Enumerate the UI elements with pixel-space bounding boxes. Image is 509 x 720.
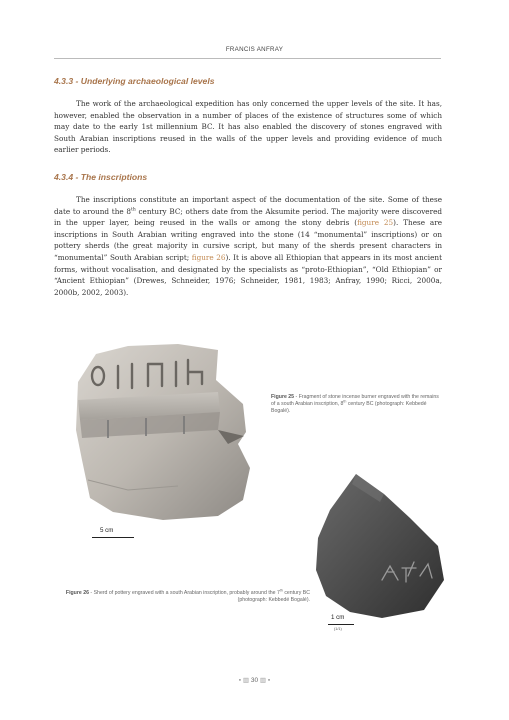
figure-25-stone-photo [68,340,253,520]
caption-text: century BC (photograph: Kebbedé Bogalé). [237,590,310,603]
figure-26-scale-bar [328,624,354,625]
para-text: ). These are inscriptions in South Arabian writing engraved into the stone (14 “monumental” inscriptions) or on pottery sherds (the great majority in cursive script, but many of the sherds present characters in “monumental” South Arabian script; [54,218,442,262]
header-rule [54,58,441,59]
figure-25-scale-bar [92,537,134,538]
figure-25-link[interactable]: figure 25 [357,218,394,228]
superscript: th [131,207,136,213]
figure-26-link[interactable]: figure 26 [191,252,226,262]
page-number-footer [0,676,509,684]
paragraph-underlying-levels: The work of the archaeological expedition has only concerned the upper levels of the site. It has, however, enabled the observation in a number of places of the existence of structures some of which may date to the early 1st millennium BC. It has also enabled the discovery of stones engraved with South Arabian inscriptions reused in the walls of the upper levels and providing evidence of much earlier periods. [54,99,442,155]
figure-26-scale-label: 1 cm [331,614,345,621]
footer-ornament-right: ▥ ▪ [259,677,271,684]
figure-25-scale-label: 5 cm [100,527,114,534]
figure-26-label: Figure 26 [65,590,89,596]
page-number: 30 [250,677,259,684]
figure-25-caption [271,394,441,415]
para-text: century BC; others date from the Aksumite period. The majority were discovered in the upper layer, being reused in the walls or among the stony debris ( [54,206,442,228]
figure-25-label: Figure 25 [271,394,295,400]
para-text: ). It is above all Ethiopian that appears in its most ancient forms, without vocalisation, and designated by the specialists as “proto-Ethiopian”, “Old Ethiopian” or “Ancient Ethiopian” (Drewes, Schneider, 1976; Schneider, 1981, 1983; Anfray, 1990; Ricci, 2000a, 2000b, 2002, 2003). [54,252,442,297]
para-text: The inscriptions constitute an important aspect of the documentation of the site. Some of these date to around the 8 [54,195,442,216]
figure-26-caption [60,590,310,604]
caption-text: century BC (photograph: Kebbedé Bogalé). [271,401,427,414]
section-title-433: 4.3.3 - Underlying archaeological levels [54,76,215,86]
section-title-434: 4.3.4 - The inscriptions [54,172,148,182]
superscript: th [343,399,347,404]
superscript: th [279,588,283,593]
figure-26-scale-ratio: (1/1) [334,627,342,631]
running-head: FRANCIS ANFRAY [225,46,284,53]
caption-text: - Fragment of stone incense burner engraved with the remains of a south Arabian inscription, 8 [271,394,439,407]
caption-text: - Sherd of pottery engraved with a south Arabian inscription, probably around the 7 [88,590,280,596]
figure-26-sherd-photo [312,472,450,622]
paragraph-inscriptions [54,194,442,298]
footer-ornament-left: ▪ ▥ [238,677,250,684]
